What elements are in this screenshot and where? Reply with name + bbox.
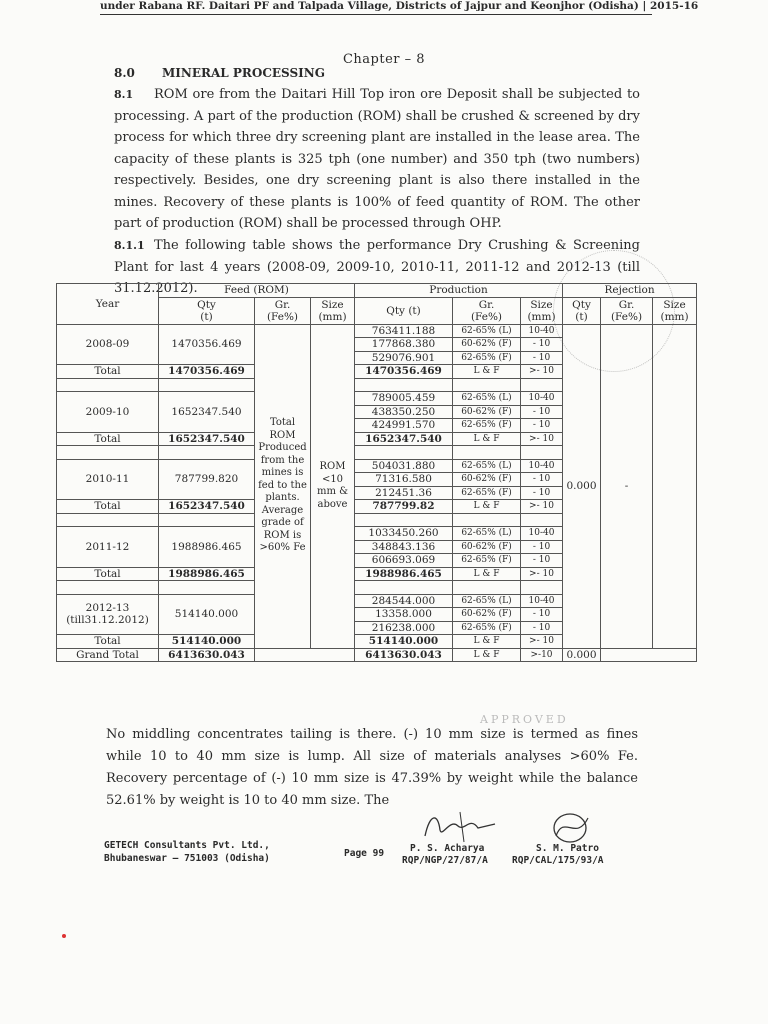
prod-qty: 348843.136	[355, 540, 453, 554]
table-cell	[453, 446, 521, 460]
header-prod-qty: Qty (t)	[355, 297, 453, 324]
prod-grade: 60-62% (F)	[453, 405, 521, 419]
feed-grade-note: Total ROM Produced from the mines is fed to the plants. Average grade of ROM is >60% Fe	[255, 324, 311, 648]
year-label: 2009-10	[85, 405, 130, 418]
table-cell	[521, 513, 563, 527]
table-cell	[159, 581, 255, 595]
table-cell	[453, 581, 521, 595]
prod-size: 10-40	[521, 594, 563, 608]
prod-grade: 60-62% (F)	[453, 540, 521, 554]
prod-grade: 62-65% (L)	[453, 527, 521, 541]
table-cell	[355, 581, 453, 595]
grand-total-grade: L & F	[453, 648, 521, 662]
prod-grade: 60-62% (F)	[453, 473, 521, 487]
prod-size: - 10	[521, 419, 563, 433]
grand-total-row	[57, 648, 697, 662]
header-rej-size: Size (mm)	[653, 297, 697, 324]
prod-qty: 1033450.260	[355, 527, 453, 541]
footer-company: GETECH Consultants Pvt. Ltd.,	[104, 840, 270, 851]
total-size: >- 10	[521, 567, 563, 581]
prod-qty: 606693.069	[355, 554, 453, 568]
paragraph-number: 8.1	[114, 88, 134, 101]
prod-qty: 504031.880	[355, 459, 453, 473]
year-label: 2011-12	[85, 540, 130, 553]
table-cell	[57, 378, 159, 392]
rejection-qty: 0.000	[563, 324, 601, 648]
prod-qty: 438350.250	[355, 405, 453, 419]
year-cell	[57, 392, 159, 433]
footer-signatory1-name: P. S. Acharya	[410, 843, 485, 854]
prod-qty: 71316.580	[355, 473, 453, 487]
prod-size: 10-40	[521, 324, 563, 338]
prod-size: 10-40	[521, 459, 563, 473]
total-feed: 514140.000	[159, 635, 255, 649]
year-cell	[57, 527, 159, 568]
prod-qty: 216238.000	[355, 621, 453, 635]
prod-grade: 62-65% (F)	[453, 486, 521, 500]
total-label: Total	[57, 432, 159, 446]
grand-total-blank	[601, 648, 697, 662]
prod-grade: 62-65% (L)	[453, 324, 521, 338]
header-feed-qty: Qty (t)	[159, 297, 255, 324]
table-cell	[355, 513, 453, 527]
feed-qty: 514140.000	[159, 594, 255, 635]
paragraph-text: ROM ore from the Daitari Hill Top iron ore Deposit shall be subjected to processing. A part of the production (ROM) shall be crushed & screened by dry process for which three dry screening plant are installed in the lease area. The capacity of these plants is 325 tph (one number) and 350 tph (two numbers) respectively. Besides, one dry screening plant is also there installed in the mines. Recovery of these plants is 100% of feed quantity of ROM. The other part of production (ROM) shall be processed through OHP.	[114, 87, 640, 231]
paragraph-after-table: No middling concentrates tailing is there. (-) 10 mm size is termed as fines while 10 to 40 mm size is lump. All size of materials analyses >60% Fe. Recovery percentage of (-) 10 mm size is 47.39% by weight while the balance 52.61% by weight is 10 to 40 mm size. The	[106, 727, 638, 808]
total-size: >- 10	[521, 365, 563, 379]
header-prod-gr: Gr. (Fe%)	[453, 297, 521, 324]
table-cell	[355, 446, 453, 460]
footer-signatory2-name: S. M. Patro	[536, 843, 599, 854]
year-label: 2012-13	[85, 602, 130, 615]
total-size: >- 10	[521, 432, 563, 446]
table-row	[57, 324, 697, 338]
prod-size: 10-40	[521, 527, 563, 541]
header-prod-size: Size (mm)	[521, 297, 563, 324]
feed-qty: 1652347.540	[159, 392, 255, 433]
signature-acharya	[420, 808, 500, 844]
total-label: Total	[57, 365, 159, 379]
chapter-title: Chapter – 8	[342, 52, 426, 67]
total-label: Total	[57, 635, 159, 649]
table-cell	[355, 378, 453, 392]
paragraph-text: The following table shows the performance Dry Crushing & Screening Plant for last 4 years (2008-09, 2009-10, 2010-11, 2011-12 and 2012-13 (till 31.12.2012).	[114, 238, 640, 296]
table-cell	[453, 378, 521, 392]
prod-qty: 13358.000	[355, 608, 453, 622]
header-year: Year	[57, 284, 159, 325]
total-label: Total	[57, 567, 159, 581]
prod-grade: 62-65% (L)	[453, 392, 521, 406]
header-year: 2015-16	[649, 0, 699, 12]
prod-qty: 529076.901	[355, 351, 453, 365]
year-label: 2010-11	[85, 473, 130, 486]
prod-qty: 424991.570	[355, 419, 453, 433]
total-prod: 1988986.465	[355, 567, 453, 581]
table-cell	[57, 581, 159, 595]
header-feed-gr: Gr. (Fe%)	[255, 297, 311, 324]
grand-total-size: >-10	[521, 648, 563, 662]
prod-grade: 62-65% (F)	[453, 351, 521, 365]
grand-total-feed: 6413630.043	[159, 648, 255, 662]
rejection-gr: -	[601, 324, 653, 648]
prod-size: - 10	[521, 405, 563, 419]
total-prod: 514140.000	[355, 635, 453, 649]
header-feed-size: Size (mm)	[311, 297, 355, 324]
prod-grade: 60-62% (F)	[453, 338, 521, 352]
header-production: Production	[355, 284, 563, 298]
signature-patro	[548, 808, 598, 848]
table-cell	[521, 378, 563, 392]
prod-size: - 10	[521, 554, 563, 568]
grand-total-rejection: 0.000	[563, 648, 601, 662]
section-title: MINERAL PROCESSING	[162, 66, 325, 80]
table-cell	[159, 513, 255, 527]
total-feed: 1652347.540	[159, 500, 255, 514]
year-label: 2008-09	[85, 338, 130, 351]
header-feed: Feed (ROM)	[159, 284, 355, 298]
total-grade: L & F	[453, 365, 521, 379]
total-size: >- 10	[521, 500, 563, 514]
paragraph-number: 8.1.1	[114, 239, 145, 252]
total-grade: L & F	[453, 500, 521, 514]
prod-size: - 10	[521, 473, 563, 487]
total-grade: L & F	[453, 432, 521, 446]
grand-total-blank	[255, 648, 355, 662]
footer-signatory2-id: RQP/CAL/175/93/A	[512, 855, 604, 866]
prod-qty: 763411.188	[355, 324, 453, 338]
total-grade: L & F	[453, 635, 521, 649]
prod-size: - 10	[521, 338, 563, 352]
prod-qty: 177868.380	[355, 338, 453, 352]
header-rej-qty: Qty (t)	[563, 297, 601, 324]
table-cell	[453, 513, 521, 527]
prod-size: - 10	[521, 621, 563, 635]
total-grade: L & F	[453, 567, 521, 581]
feed-qty: 787799.820	[159, 459, 255, 500]
prod-grade: 60-62% (F)	[453, 608, 521, 622]
grand-total-label: Grand Total	[57, 648, 159, 662]
year-sub-label: (till31.12.2012)	[66, 614, 149, 627]
header-text: under Rabana RF. Daitari PF and Talpada Village, Districts of Jajpur and Keonjhor (Odisha)	[100, 0, 639, 12]
total-prod: 1470356.469	[355, 365, 453, 379]
total-prod: 1652347.540	[355, 432, 453, 446]
table-cell	[521, 581, 563, 595]
prod-qty: 284544.000	[355, 594, 453, 608]
paragraph-8-1	[114, 84, 640, 235]
prod-grade: 62-65% (L)	[453, 459, 521, 473]
footer-address: Bhubaneswar – 751003 (Odisha)	[104, 853, 270, 864]
prod-grade: 62-65% (L)	[453, 594, 521, 608]
rejection-size	[653, 324, 697, 648]
grand-total-prod: 6413630.043	[355, 648, 453, 662]
footer-signatory1-id: RQP/NGP/27/87/A	[402, 855, 488, 866]
table-cell	[159, 446, 255, 460]
year-cell	[57, 459, 159, 500]
total-feed: 1470356.469	[159, 365, 255, 379]
table-cell	[521, 446, 563, 460]
table-cell	[57, 513, 159, 527]
total-label: Total	[57, 500, 159, 514]
prod-qty: 212451.36	[355, 486, 453, 500]
red-mark	[62, 934, 66, 938]
table-cell	[159, 378, 255, 392]
prod-size: 10-40	[521, 392, 563, 406]
performance-table	[56, 283, 697, 662]
footer-page: Page 99	[344, 848, 385, 859]
prod-grade: 62-65% (F)	[453, 419, 521, 433]
prod-grade: 62-65% (F)	[453, 554, 521, 568]
total-prod: 787799.82	[355, 500, 453, 514]
prod-size: - 10	[521, 540, 563, 554]
header-rejection: Rejection	[563, 284, 697, 298]
section-number: 8.0	[114, 66, 135, 80]
total-feed: 1988986.465	[159, 567, 255, 581]
total-feed: 1652347.540	[159, 432, 255, 446]
feed-size-note: ROM <10 mm & above	[311, 324, 355, 648]
prod-size: - 10	[521, 608, 563, 622]
prod-size: - 10	[521, 351, 563, 365]
table-cell	[57, 446, 159, 460]
total-size: >- 10	[521, 635, 563, 649]
year-cell	[57, 594, 159, 635]
prod-size: - 10	[521, 486, 563, 500]
header-rej-gr: Gr. (Fe%)	[601, 297, 653, 324]
page-header: under Rabana RF. Daitari PF and Talpada Village, Districts of Jajpur and Keonjhor (Odisha) | 2015-16	[100, 0, 652, 15]
approved-watermark: APPROVED	[480, 713, 569, 726]
prod-grade: 62-65% (F)	[453, 621, 521, 635]
feed-qty: 1470356.469	[159, 324, 255, 365]
year-cell	[57, 324, 159, 365]
prod-qty: 789005.459	[355, 392, 453, 406]
feed-qty: 1988986.465	[159, 527, 255, 568]
